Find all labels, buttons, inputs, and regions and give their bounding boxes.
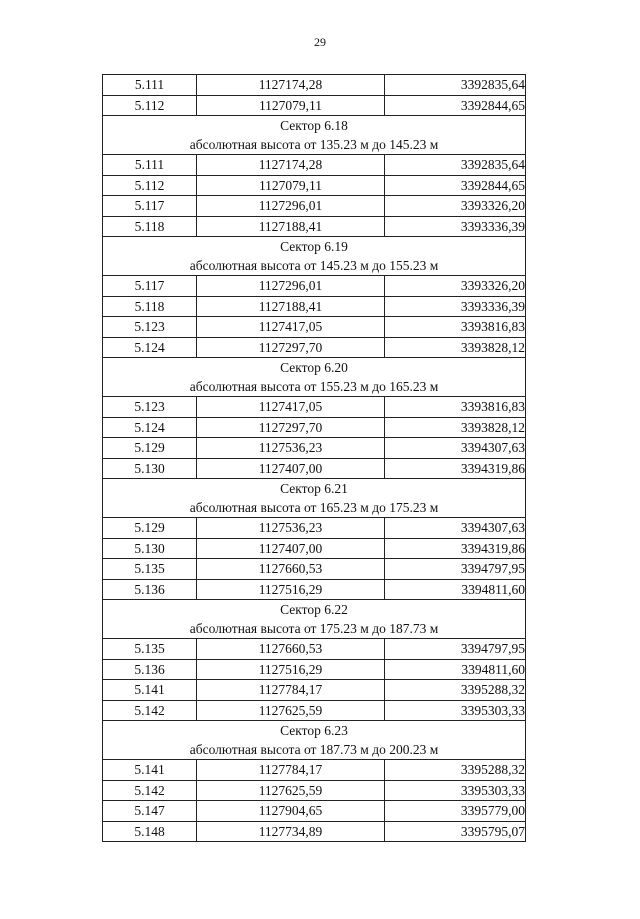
sector-title: Сектор 6.23 <box>280 723 348 738</box>
sector-header-row <box>103 237 526 276</box>
sector-title: Сектор 6.18 <box>280 118 348 133</box>
table-row <box>103 196 526 217</box>
x-coordinate-cell: 1127516,29 <box>197 579 385 600</box>
sector-header-row <box>103 479 526 518</box>
point-number-cell: 5.136 <box>103 579 197 600</box>
x-coordinate-cell: 1127625,59 <box>197 700 385 721</box>
x-coordinate-cell: 1127188,41 <box>197 216 385 237</box>
point-number-cell: 5.118 <box>103 296 197 317</box>
x-coordinate-cell: 1127174,28 <box>197 75 385 96</box>
y-coordinate-cell: 3394319,86 <box>385 538 526 559</box>
y-coordinate-cell: 3393336,39 <box>385 296 526 317</box>
table-row <box>103 216 526 237</box>
y-coordinate-cell: 3393326,20 <box>385 276 526 297</box>
point-number-cell: 5.124 <box>103 337 197 358</box>
sector-altitude: абсолютная высота от 135.23 м до 145.23 м <box>189 137 439 152</box>
y-coordinate-cell: 3394797,95 <box>385 639 526 660</box>
sector-header-row <box>103 358 526 397</box>
sector-altitude: абсолютная высота от 165.23 м до 175.23 м <box>189 500 439 515</box>
table-row <box>103 175 526 196</box>
x-coordinate-cell: 1127297,70 <box>197 337 385 358</box>
point-number-cell: 5.118 <box>103 216 197 237</box>
table-row <box>103 397 526 418</box>
x-coordinate-cell: 1127536,23 <box>197 518 385 539</box>
x-coordinate-cell: 1127536,23 <box>197 438 385 459</box>
sector-header <box>103 116 526 155</box>
point-number-cell: 5.112 <box>103 95 197 116</box>
y-coordinate-cell: 3392844,65 <box>385 175 526 196</box>
point-number-cell: 5.117 <box>103 196 197 217</box>
y-coordinate-cell: 3393816,83 <box>385 317 526 338</box>
point-number-cell: 5.142 <box>103 780 197 801</box>
table-row <box>103 760 526 781</box>
y-coordinate-cell: 3395288,32 <box>385 760 526 781</box>
y-coordinate-cell: 3395795,07 <box>385 821 526 842</box>
sector-title: Сектор 6.19 <box>280 239 348 254</box>
y-coordinate-cell: 3393336,39 <box>385 216 526 237</box>
sector-altitude: абсолютная высота от 175.23 м до 187.73 м <box>189 621 439 636</box>
sector-title: Сектор 6.20 <box>280 360 348 375</box>
table-row <box>103 317 526 338</box>
x-coordinate-cell: 1127784,17 <box>197 760 385 781</box>
x-coordinate-cell: 1127734,89 <box>197 821 385 842</box>
table-row <box>103 538 526 559</box>
x-coordinate-cell: 1127296,01 <box>197 276 385 297</box>
y-coordinate-cell: 3394797,95 <box>385 559 526 580</box>
sector-header <box>103 358 526 397</box>
point-number-cell: 5.123 <box>103 317 197 338</box>
table-row <box>103 801 526 822</box>
x-coordinate-cell: 1127407,00 <box>197 538 385 559</box>
sector-altitude: абсолютная высота от 155.23 м до 165.23 м <box>189 379 439 394</box>
point-number-cell: 5.117 <box>103 276 197 297</box>
sector-header <box>103 721 526 760</box>
point-number-cell: 5.141 <box>103 680 197 701</box>
sector-altitude: абсолютная высота от 187.73 м до 200.23 м <box>189 742 439 757</box>
x-coordinate-cell: 1127625,59 <box>197 780 385 801</box>
x-coordinate-cell: 1127904,65 <box>197 801 385 822</box>
point-number-cell: 5.142 <box>103 700 197 721</box>
table-row <box>103 559 526 580</box>
y-coordinate-cell: 3393828,12 <box>385 417 526 438</box>
point-number-cell: 5.111 <box>103 155 197 176</box>
y-coordinate-cell: 3395303,33 <box>385 700 526 721</box>
table-row <box>103 276 526 297</box>
y-coordinate-cell: 3393828,12 <box>385 337 526 358</box>
sector-header-row <box>103 600 526 639</box>
y-coordinate-cell: 3394319,86 <box>385 458 526 479</box>
y-coordinate-cell: 3394307,63 <box>385 518 526 539</box>
table-row <box>103 75 526 96</box>
table-row <box>103 700 526 721</box>
coordinates-table-body <box>103 75 526 842</box>
table-row <box>103 639 526 660</box>
point-number-cell: 5.130 <box>103 538 197 559</box>
x-coordinate-cell: 1127660,53 <box>197 559 385 580</box>
table-row <box>103 680 526 701</box>
point-number-cell: 5.111 <box>103 75 197 96</box>
x-coordinate-cell: 1127174,28 <box>197 155 385 176</box>
y-coordinate-cell: 3395288,32 <box>385 680 526 701</box>
y-coordinate-cell: 3394811,60 <box>385 659 526 680</box>
point-number-cell: 5.135 <box>103 559 197 580</box>
x-coordinate-cell: 1127079,11 <box>197 95 385 116</box>
y-coordinate-cell: 3392844,65 <box>385 95 526 116</box>
sector-header <box>103 237 526 276</box>
coordinates-table <box>102 74 526 842</box>
x-coordinate-cell: 1127297,70 <box>197 417 385 438</box>
y-coordinate-cell: 3392835,64 <box>385 155 526 176</box>
x-coordinate-cell: 1127784,17 <box>197 680 385 701</box>
table-row <box>103 821 526 842</box>
point-number-cell: 5.148 <box>103 821 197 842</box>
y-coordinate-cell: 3393816,83 <box>385 397 526 418</box>
x-coordinate-cell: 1127079,11 <box>197 175 385 196</box>
point-number-cell: 5.141 <box>103 760 197 781</box>
y-coordinate-cell: 3393326,20 <box>385 196 526 217</box>
x-coordinate-cell: 1127296,01 <box>197 196 385 217</box>
page-number: 29 <box>314 35 326 49</box>
x-coordinate-cell: 1127188,41 <box>197 296 385 317</box>
x-coordinate-cell: 1127417,05 <box>197 317 385 338</box>
x-coordinate-cell: 1127516,29 <box>197 659 385 680</box>
table-row <box>103 417 526 438</box>
point-number-cell: 5.129 <box>103 438 197 459</box>
point-number-cell: 5.130 <box>103 458 197 479</box>
sector-title: Сектор 6.22 <box>280 602 348 617</box>
table-row <box>103 458 526 479</box>
x-coordinate-cell: 1127660,53 <box>197 639 385 660</box>
sector-title: Сектор 6.21 <box>280 481 348 496</box>
sector-header <box>103 600 526 639</box>
point-number-cell: 5.123 <box>103 397 197 418</box>
table-row <box>103 438 526 459</box>
table-row <box>103 296 526 317</box>
x-coordinate-cell: 1127407,00 <box>197 458 385 479</box>
sector-altitude: абсолютная высота от 145.23 м до 155.23 м <box>189 258 439 273</box>
table-row <box>103 518 526 539</box>
y-coordinate-cell: 3394307,63 <box>385 438 526 459</box>
point-number-cell: 5.112 <box>103 175 197 196</box>
table-row <box>103 155 526 176</box>
sector-header-row <box>103 721 526 760</box>
table-row <box>103 95 526 116</box>
y-coordinate-cell: 3395779,00 <box>385 801 526 822</box>
table-row <box>103 579 526 600</box>
x-coordinate-cell: 1127417,05 <box>197 397 385 418</box>
sector-header <box>103 479 526 518</box>
point-number-cell: 5.129 <box>103 518 197 539</box>
y-coordinate-cell: 3392835,64 <box>385 75 526 96</box>
table-row <box>103 780 526 801</box>
point-number-cell: 5.147 <box>103 801 197 822</box>
sector-header-row <box>103 116 526 155</box>
table-row <box>103 659 526 680</box>
table-row <box>103 337 526 358</box>
y-coordinate-cell: 3395303,33 <box>385 780 526 801</box>
point-number-cell: 5.124 <box>103 417 197 438</box>
y-coordinate-cell: 3394811,60 <box>385 579 526 600</box>
point-number-cell: 5.136 <box>103 659 197 680</box>
point-number-cell: 5.135 <box>103 639 197 660</box>
